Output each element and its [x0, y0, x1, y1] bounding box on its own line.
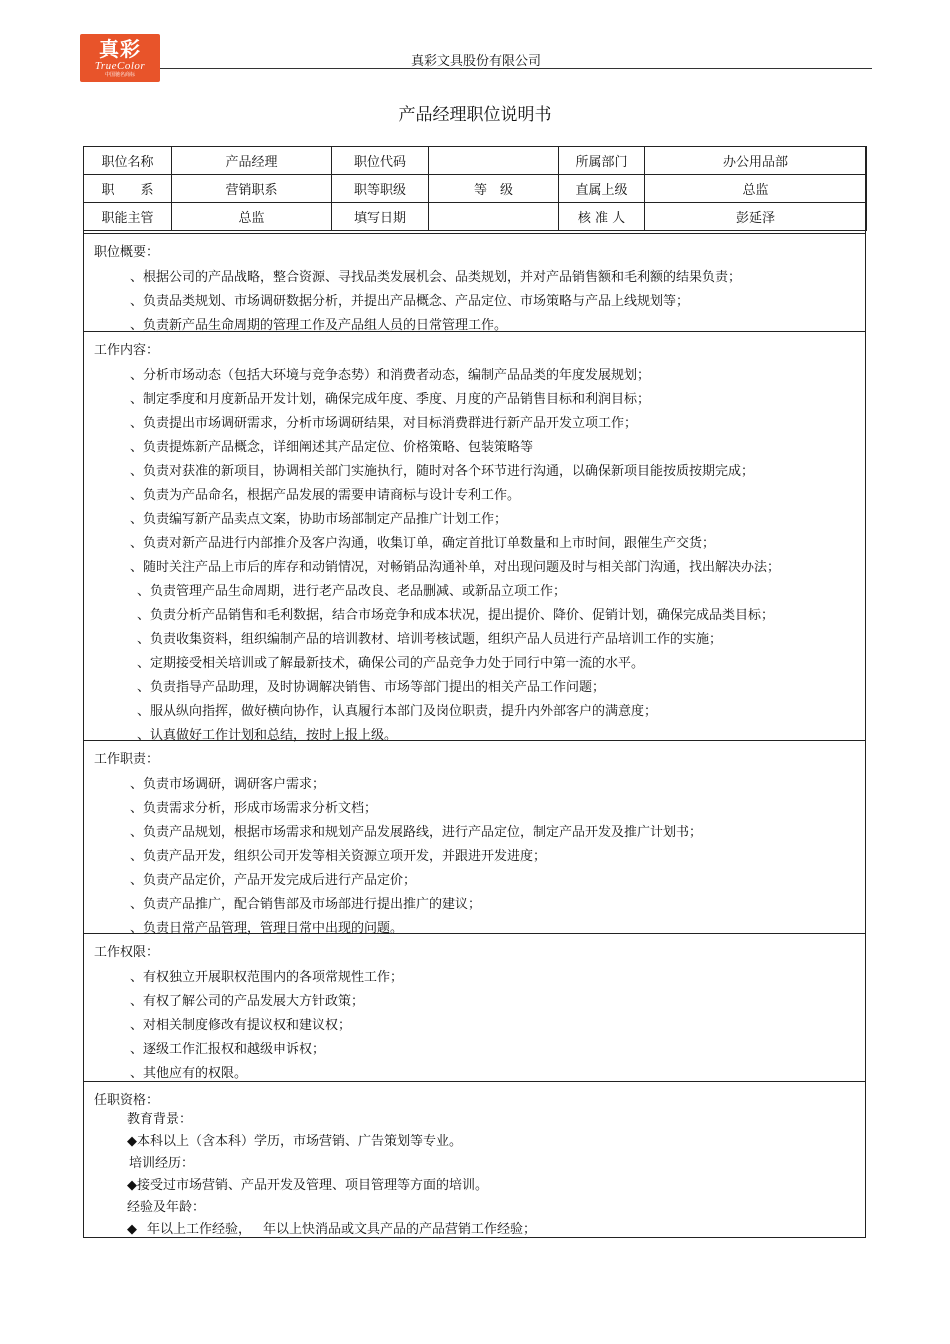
value-position-name: 产品经理	[172, 147, 332, 175]
list-item: 、分析市场动态（包括大环境与竞争态势）和消费者动态，编制产品品类的年度发展规划；	[130, 368, 651, 383]
bullet-icon: ◆	[127, 1222, 137, 1237]
list-item: 、负责市场调研，调研客户需求；	[130, 777, 326, 792]
experience-part-2: 年以上快消品或文具产品的产品营销工作经验；	[263, 1222, 537, 1237]
label-position-code: 职位代码	[332, 147, 429, 175]
value-approver: 彭延泽	[645, 203, 867, 231]
table-row	[84, 203, 867, 231]
training-text: ◆接受过市场营销、产品开发及管理、项目管理等方面的培训。	[127, 1178, 488, 1193]
label-job-family: 职 系	[84, 175, 172, 203]
value-supervisor: 总监	[645, 175, 867, 203]
overview-list	[130, 266, 741, 338]
label-supervisor: 直属上级	[559, 175, 645, 203]
section-authority	[83, 933, 866, 1081]
table-row	[84, 147, 867, 175]
list-item: 、负责对获准的新项目，协调相关部门实施执行，随时对各个环节进行沟通，以确保新项目能按质按期完成；	[130, 464, 755, 479]
section-work-content	[83, 331, 866, 743]
logo-chinese: 真彩	[99, 37, 141, 61]
logo-english: TrueColor	[94, 60, 146, 72]
list-item: 、制定季度和月度新品开发计划，确保完成年度、季度、月度的产品销售目标和利润目标；	[130, 392, 651, 407]
list-item: 、负责需求分析，形成市场需求分析文档；	[130, 801, 378, 816]
value-department: 办公用品部	[645, 147, 867, 175]
label-approver: 核 准 人	[559, 203, 645, 231]
company-logo	[80, 34, 160, 82]
header-rule	[160, 68, 872, 69]
list-item: 、其他应有的权限。	[130, 1066, 248, 1081]
section-overview	[83, 233, 866, 331]
list-item: 、负责提炼新产品概念，详细阐述其产品定位、价格策略、包装策略等	[130, 440, 534, 455]
duties-list	[130, 773, 702, 941]
list-item: 、定期接受相关培训或了解最新技术，确保公司的产品竞争力处于同行中第一流的水平。	[137, 656, 645, 671]
list-item: 、负责管理产品生命周期，进行老产品改良、老品删减、或新品立项工作；	[137, 584, 567, 599]
list-item: 、逐级工作汇报权和越级申诉权；	[130, 1042, 326, 1057]
list-item: 、负责产品定价，产品开发完成后进行产品定价；	[130, 873, 417, 888]
label-functional-manager: 职能主管	[84, 203, 172, 231]
list-item: 、负责收集资料，组织编制产品的培训教材、培训考核试题，组织产品人员进行产品培训工作的实施；	[137, 632, 723, 647]
label-department: 所属部门	[559, 147, 645, 175]
list-item: 、负责对新产品进行内部推介及客户沟通，收集订单，确定首批订单数量和上市时间，跟催生产交货；	[130, 536, 716, 551]
list-item: 、随时关注产品上市后的库存和动销情况，对畅销品沟通补单，对出现问题及时与相关部门沟通，找出解决办法；	[130, 560, 781, 575]
logo-subtitle: 中国驰名商标	[104, 72, 135, 78]
list-item: 、负责产品开发，组织公司开发等相关资源立项开发，并跟进开发进度；	[130, 849, 547, 864]
list-item: 、有权独立开展职权范围内的各项常规性工作；	[130, 970, 404, 985]
section-title: 工作内容：	[94, 343, 160, 358]
label-job-grade: 职等职级	[332, 175, 429, 203]
list-item: 、对相关制度修改有提议权和建议权；	[130, 1018, 352, 1033]
table-row	[84, 175, 867, 203]
value-position-code	[429, 147, 559, 175]
experience-label: 经验及年龄：	[127, 1200, 206, 1215]
work-content-list	[130, 364, 780, 748]
list-item: 、服从纵向指挥，做好横向协作，认真履行本部门及岗位职责，提升内外部客户的满意度；	[137, 704, 658, 719]
value-functional-manager: 总监	[172, 203, 332, 231]
list-item: 、负责分析产品销售和毛利数据，结合市场竞争和成本状况，提出提价、降价、促销计划，确保完成品类目标；	[137, 608, 775, 623]
label-position-name: 职位名称	[84, 147, 172, 175]
list-item: 、负责编写新产品卖点文案，协助市场部制定产品推广计划工作；	[130, 512, 508, 527]
section-duties	[83, 740, 866, 936]
value-fill-date	[429, 203, 559, 231]
list-item: 、负责为产品命名，根据产品发展的需要申请商标与设计专利工作。	[130, 488, 521, 503]
experience-part-1: 年以上工作经验，	[147, 1222, 252, 1237]
section-title: 工作职责：	[94, 752, 160, 767]
section-title: 任职资格：	[94, 1093, 160, 1108]
section-qualifications	[83, 1081, 866, 1238]
education-label: 教育背景：	[127, 1112, 193, 1127]
training-label: 培训经历：	[129, 1156, 195, 1171]
authority-list	[130, 966, 403, 1086]
education-text: ◆本科以上（含本科）学历，市场营销、广告策划等专业。	[127, 1134, 462, 1149]
experience-text	[127, 1219, 536, 1241]
position-info-table	[83, 146, 867, 231]
list-item: 、负责日常产品管理，管理日常中出现的问题。	[130, 921, 404, 936]
value-job-family: 营销职系	[172, 175, 332, 203]
list-item: 、负责品类规划、市场调研数据分析，并提出产品概念、产品定位、市场策略与产品上线规划等；	[130, 294, 690, 309]
list-item: 、根据公司的产品战略，整合资源、寻找品类发展机会、品类规划，并对产品销售额和毛利额的结果负责；	[130, 270, 742, 285]
list-item: 、负责产品规划，根据市场需求和规划产品发展路线，进行产品定位，制定产品开发及推广计划书；	[130, 825, 703, 840]
list-item: 、负责指导产品助理，及时协调解决销售、市场等部门提出的相关产品工作问题；	[137, 680, 606, 695]
section-title: 职位概要：	[94, 245, 160, 260]
list-item: 、负责产品推广，配合销售部及市场部进行提出推广的建议；	[130, 897, 482, 912]
qualifications-body	[127, 1109, 536, 1241]
list-item: 、负责提出市场调研需求，分析市场调研结果，对目标消费群进行新产品开发立项工作；	[130, 416, 638, 431]
label-fill-date: 填写日期	[332, 203, 429, 231]
list-item: 、负责新产品生命周期的管理工作及产品组人员的日常管理工作。	[130, 318, 508, 333]
company-name: 真彩文具股份有限公司	[410, 54, 541, 69]
list-item: 、有权了解公司的产品发展大方针政策；	[130, 994, 365, 1009]
value-job-grade: 等 级	[429, 175, 559, 203]
list-item: 、认真做好工作计划和总结，按时上报上级。	[137, 728, 398, 743]
section-title: 工作权限：	[94, 945, 160, 960]
document-title: 产品经理职位说明书	[398, 105, 552, 125]
